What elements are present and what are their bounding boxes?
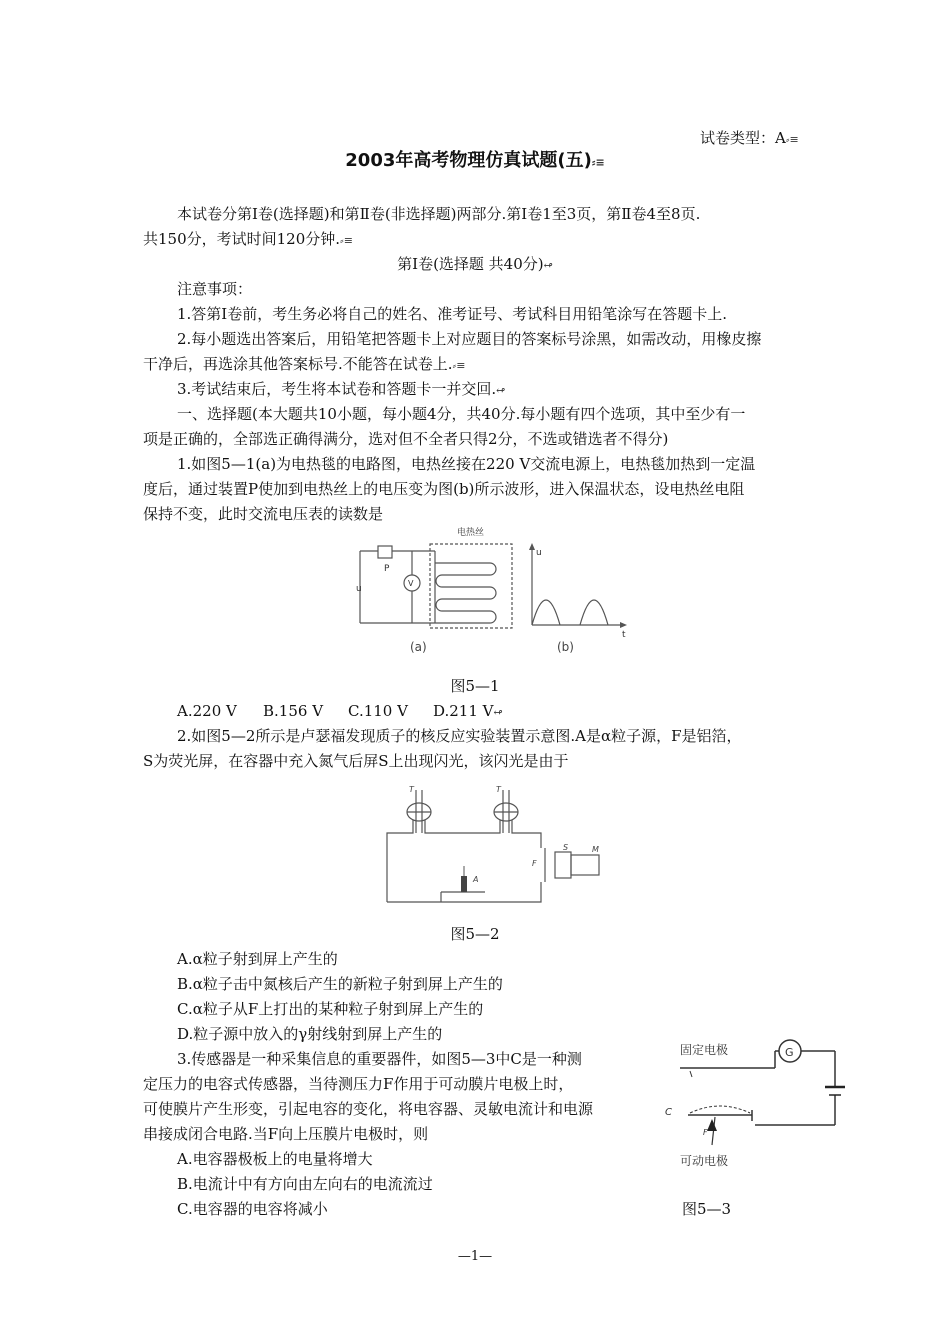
figure-5-1-caption: 图5—1 (450, 677, 500, 695)
q1-option-c: C.110 V (348, 702, 408, 720)
q2-option-d: D.粒子源中放入的γ射线射到屏上产生的 (177, 1025, 443, 1043)
fixed-electrode-label: 固定电极 (680, 1043, 729, 1057)
movable-electrode-label: 可动电极 (680, 1154, 729, 1168)
label-f: F (532, 859, 537, 868)
q2-line-2: S为荧光屏，在容器中充入氮气后屏S上出现闪光，该闪光是由于 (143, 752, 569, 770)
section-title: 第Ⅰ卷(选择题 共40分)↫ (397, 255, 553, 273)
q1-line-1: 1.如图5—1(a)为电热毯的电路图，电热丝接在220 V交流电源上，电热毯加热到一定温 (177, 455, 756, 473)
q1-option-d: D.211 V↫ (433, 702, 503, 720)
heater-label: 电热丝 (457, 528, 485, 538)
label-a: A (473, 875, 479, 884)
q2-option-c: C.α粒子从F上打出的某种粒子射到屏上产生的 (177, 1000, 484, 1018)
q3-line-1: 3.传感器是一种采集信息的重要器件，如图5—3中C是一种测 (177, 1050, 582, 1068)
label-m: M (592, 845, 599, 854)
part1-line-2: 项是正确的，全部选正确得满分，选对但不全者只得2分，不选或错选者不得分) (143, 430, 669, 448)
q1-line-3: 保持不变，此时交流电压表的读数是 (143, 505, 384, 523)
intro-line-2: 共150分，考试时间120分钟.⸗≡ (143, 230, 353, 248)
voltmeter-v: V (408, 579, 414, 588)
q3-option-a: A.电容器极板上的电量将增大 (177, 1150, 373, 1168)
figure-5-2 (385, 780, 615, 910)
note-2-line-2: 干净后，再选涂其他答案标号.不能答在试卷上.⸗≡ (143, 355, 466, 373)
label-t2: T (496, 785, 501, 794)
label-c: C (665, 1107, 672, 1118)
figure-5-3 (660, 1035, 850, 1175)
q3-line-2: 定压力的电容式传感器，当待测压力F作用于可动膜片电极上时， (143, 1075, 574, 1093)
q1-option-b: B.156 V (263, 702, 324, 720)
galvanometer-g: G (785, 1046, 794, 1059)
page-number: —1— (457, 1249, 493, 1264)
page-title: 2003年高考物理仿真试题(五)⸗≡ (345, 150, 605, 171)
figure-5-1 (350, 525, 640, 660)
label-s: S (563, 843, 569, 852)
label-t1: T (409, 785, 414, 794)
q3-line-4: 串接成闭合电路.当F向上压膜片电极时，则 (143, 1125, 429, 1143)
figure-5-2-caption: 图5—2 (450, 925, 500, 943)
part1-line-1: 一、选择题(本大题共10小题，每小题4分，共40分.每小题有四个选项，其中至少有一 (177, 405, 746, 423)
label-u-a: u (356, 584, 362, 594)
q3-option-c: C.电容器的电容将减小 (177, 1200, 328, 1218)
label-f-arrow: F (703, 1128, 708, 1137)
notes-heading: 注意事项： (177, 280, 253, 298)
q2-option-b: B.α粒子击中氮核后产生的新粒子射到屏上产生的 (177, 975, 503, 993)
sub-figure-b-label: (b) (557, 640, 574, 654)
q3-line-3: 可使膜片产生形变，引起电容的变化，将电容器、灵敏电流计和电源 (143, 1100, 594, 1118)
q1-line-2: 度后，通过装置P使加到电热丝上的电压变为图(b)所示波形，进入保温状态，设电热丝电阻 (143, 480, 745, 498)
figure-5-3-caption: 图5—3 (682, 1200, 732, 1218)
note-3: 3.考试结束后，考生将本试卷和答题卡一并交回.↫ (177, 380, 506, 398)
label-u-b: u (536, 548, 542, 558)
q2-line-1: 2.如图5—2所示是卢瑟福发现质子的核反应实验装置示意图.A是α粒子源，F是铝箔， (177, 727, 742, 745)
intro-line-1: 本试卷分第Ⅰ卷(选择题)和第Ⅱ卷(非选择题)两部分.第Ⅰ卷1至3页，第Ⅱ卷4至8页. (177, 205, 701, 223)
label-p: P (384, 564, 390, 574)
note-1: 1.答第Ⅰ卷前，考生务必将自己的姓名、准考证号、考试科目用铅笔涂写在答题卡上. (177, 305, 728, 323)
sub-figure-a-label: (a) (410, 640, 427, 654)
q3-option-b: B.电流计中有方向由左向右的电流流过 (177, 1175, 433, 1193)
paper-type: 试卷类型：A⸗≡ (700, 129, 799, 147)
q1-option-a: A.220 V (177, 702, 237, 720)
label-t: t (622, 630, 626, 640)
q2-option-a: A.α粒子射到屏上产生的 (177, 950, 338, 968)
note-2-line-1: 2.每小题选出答案后，用铅笔把答题卡上对应题目的答案标号涂黑，如需改动，用橡皮擦 (177, 330, 762, 348)
